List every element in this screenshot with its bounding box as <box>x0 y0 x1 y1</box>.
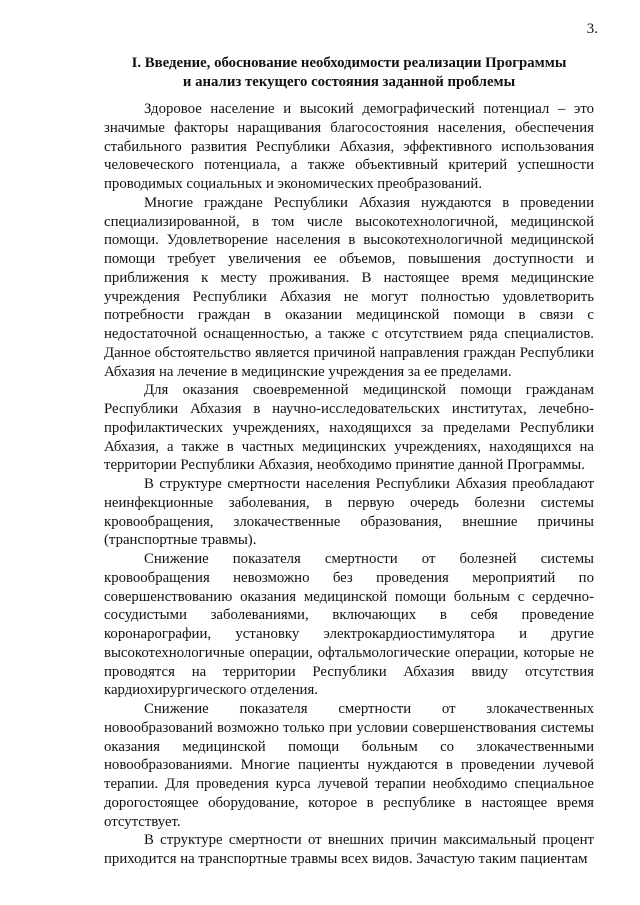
paragraph-circulatory-mortality: Снижение показателя смертности от болезней системы кровообращения невозможно без проведения мероприятий по совершенствованию оказания медицинской помощи больным с сердечно-сосудистыми заболеваниями, включающих в себя проведение коронарографии, установку электрокардиостимулятора и другие высокотехнологичные операции, офтальмологические операции, которые не проводятся на территории Республики Абхазия ввиду отсутствия кардиохирургического отделения. <box>104 551 594 699</box>
paragraph-timely-care: Для оказания своевременной медицинской помощи гражданам Республики Абхазия в научно-исследовательских институтах, лечебно-профилактических учреждениях, находящихся за пределами Республики Абхазия, а также в частных медицинских учреждениях, находящихся на территории Республики Абхазия, необходимо принятие данной Программы. <box>104 382 594 474</box>
paragraph-external-causes: В структуре смертности от внешних причин максимальный процент приходится на транспортные травмы всех видов. Зачастую таким пациентам <box>104 832 594 867</box>
body-text <box>104 100 594 869</box>
paragraph-mortality-structure: В структуре смертности населения Республики Абхазия преобладают неинфекционные заболевания, в первую очередь болезни системы кровообращения, злокачественные образования, внешние причины (транспортные травмы). <box>104 476 594 549</box>
section-heading <box>104 54 594 91</box>
paragraph-oncology-mortality: Снижение показателя смертности от злокачественных новообразований возможно только при условии совершенствования системы оказания медицинской помощи больным со злокачественными новообразованиями. Многие пациенты нуждаются в проведении лучевой терапии. Для проведения курса лучевой терапии необходимо специальное дорогостоящее оборудование, которое в республике в настоящее время отсутствует. <box>104 701 594 830</box>
paragraph-specialized-care: Многие граждане Республики Абхазия нуждаются в проведении специализированной, в том числе высокотехнологичной, медицинской помощи. Удовлетворение населения в высокотехнологичной медицинской помощи требует увеличения ее объемов, повышения доступности и приближения к месту проживания. В настоящее время медицинские учреждения Республики Абхазия не могут полностью удовлетворить потребности граждан в оказании медицинской помощи в связи с недостаточной оснащенностью, а также с отсутствием ряда специалистов. Данное обстоятельство является причиной направления граждан Республики Абхазия на лечение в медицинские учреждения за ее пределами. <box>104 194 594 380</box>
page-number: 3. <box>586 21 598 37</box>
section-heading-line-2: и анализ текущего состояния заданной проблемы <box>182 73 516 90</box>
section-heading-line-1: I. Введение, обоснование необходимости реализации Программы <box>131 55 567 71</box>
paragraph-healthy-population: Здоровое население и высокий демографический потенциал – это значимые факторы наращивания благосостояния населения, обеспечения стабильного развития Республики Абхазия, эффективного использования человеческого потенциала, а также объективный критерий успешности проводимых социальных и экономических преобразований. <box>104 101 594 192</box>
